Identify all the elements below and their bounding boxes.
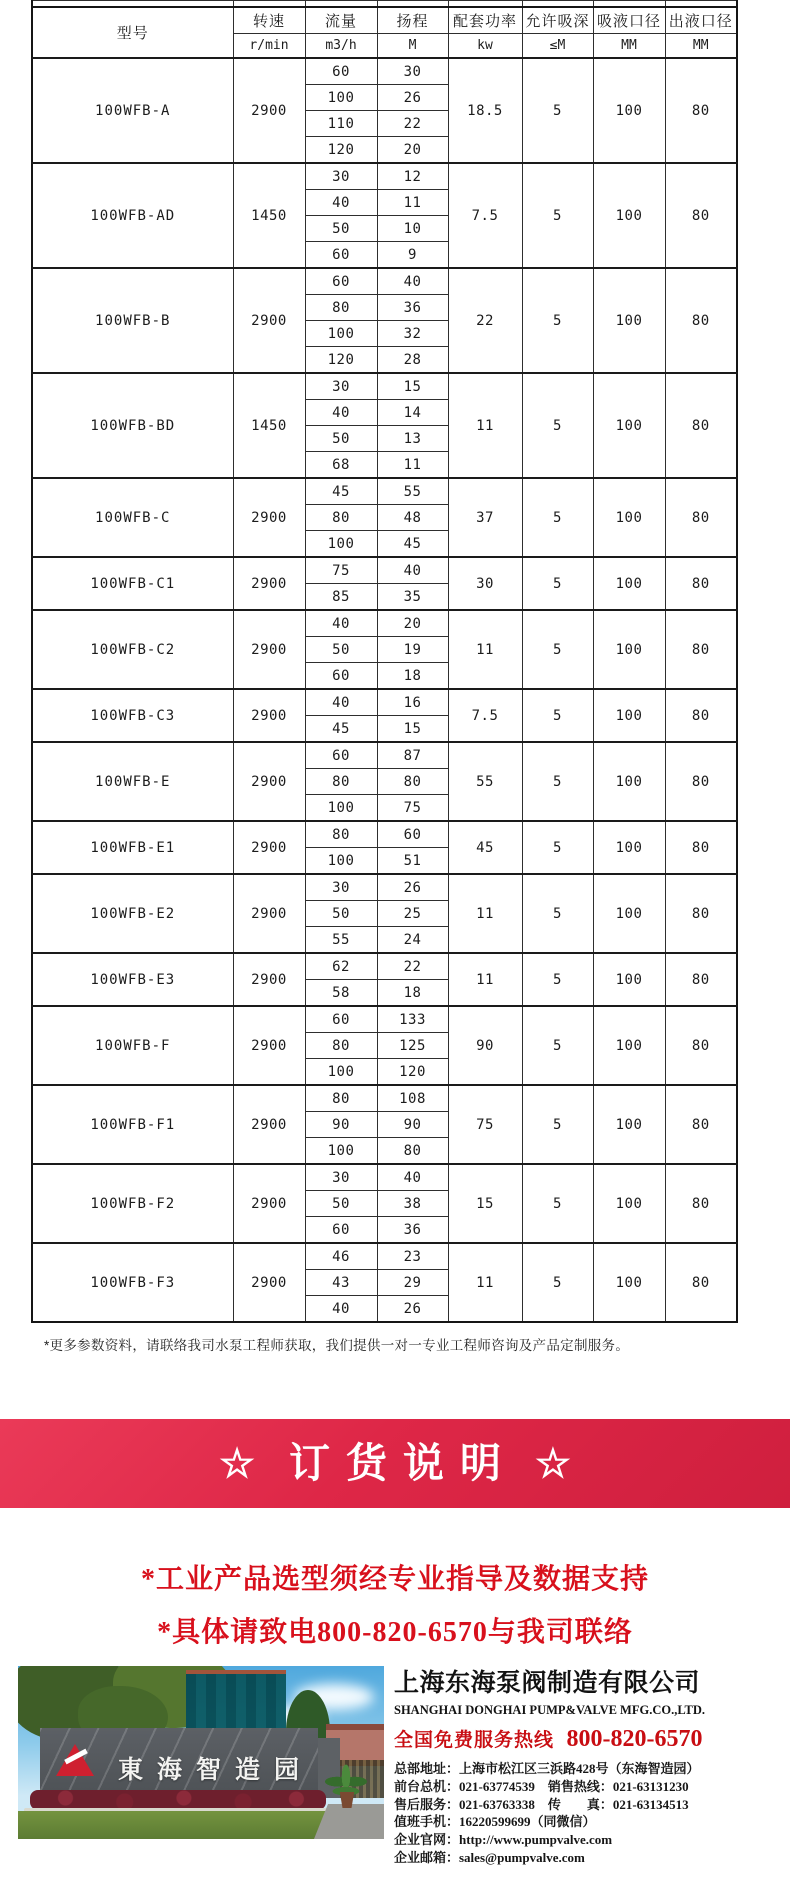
head-cell: 12 <box>377 163 448 190</box>
head-cell: 32 <box>377 321 448 347</box>
flow-cell: 60 <box>305 1006 377 1033</box>
head-cell: 75 <box>377 795 448 822</box>
flow-cell: 90 <box>305 1112 377 1138</box>
unit-suction-depth: ≤M <box>522 34 593 59</box>
speed-cell: 1450 <box>233 373 305 478</box>
head-cell: 9 <box>377 242 448 269</box>
suction-depth-cell: 5 <box>522 874 593 953</box>
footer-detail-line: 值班手机：16220599699（同微信） <box>394 1814 596 1830</box>
speed-cell: 2900 <box>233 821 305 874</box>
speed-cell: 2900 <box>233 557 305 610</box>
head-cell: 15 <box>377 716 448 743</box>
head-cell: 22 <box>377 953 448 980</box>
hotline-label: 全国免费服务热线 <box>394 1730 555 1751</box>
head-cell: 18 <box>377 980 448 1007</box>
inlet-diameter-cell: 100 <box>593 689 665 742</box>
outlet-diameter-cell: 80 <box>665 1006 737 1085</box>
head-cell: 24 <box>377 927 448 954</box>
footer-detail-line: 售后服务：021-63763338 传 真：021-63134513 <box>394 1796 689 1812</box>
power-cell: 45 <box>448 821 522 874</box>
inlet-diameter-cell: 100 <box>593 557 665 610</box>
suction-depth-cell: 5 <box>522 610 593 689</box>
flow-cell: 60 <box>305 242 377 269</box>
inlet-diameter-cell: 100 <box>593 1243 665 1322</box>
inlet-diameter-cell: 100 <box>593 1085 665 1164</box>
flow-cell: 40 <box>305 689 377 716</box>
model-cell: 100WFB-F1 <box>32 1085 233 1164</box>
speed-cell: 2900 <box>233 1006 305 1085</box>
flow-cell: 120 <box>305 137 377 164</box>
speed-cell: 2900 <box>233 953 305 1006</box>
footer-details <box>394 1760 776 1867</box>
flow-cell: 100 <box>305 1138 377 1165</box>
power-cell: 22 <box>448 268 522 373</box>
flow-cell: 100 <box>305 1059 377 1086</box>
table-row <box>32 268 737 295</box>
head-cell: 18 <box>377 663 448 690</box>
flow-cell: 80 <box>305 821 377 848</box>
head-cell: 108 <box>377 1085 448 1112</box>
inlet-diameter-cell: 100 <box>593 1006 665 1085</box>
factory-photo <box>18 1666 384 1839</box>
table-row <box>32 58 737 85</box>
hotline-number: 800-820-6570 <box>566 1726 703 1752</box>
company-logo-icon <box>56 1744 94 1776</box>
unit-flow: m3/h <box>305 34 377 59</box>
model-cell: 100WFB-B <box>32 268 233 373</box>
power-cell: 30 <box>448 557 522 610</box>
flow-cell: 68 <box>305 452 377 479</box>
flow-cell: 60 <box>305 663 377 690</box>
head-cell: 45 <box>377 531 448 558</box>
head-cell: 23 <box>377 1243 448 1270</box>
column-header-head: 扬程 <box>377 7 448 34</box>
flow-cell: 40 <box>305 1296 377 1323</box>
star-icon: ☆ <box>219 1441 255 1486</box>
flow-cell: 80 <box>305 505 377 531</box>
inlet-diameter-cell: 100 <box>593 874 665 953</box>
table-row <box>32 373 737 400</box>
model-cell: 100WFB-C3 <box>32 689 233 742</box>
flow-cell: 80 <box>305 1033 377 1059</box>
suction-depth-cell: 5 <box>522 557 593 610</box>
flow-cell: 45 <box>305 716 377 743</box>
service-hotline <box>394 1725 776 1753</box>
outlet-diameter-cell: 80 <box>665 58 737 163</box>
flow-cell: 55 <box>305 927 377 954</box>
model-cell: 100WFB-AD <box>32 163 233 268</box>
inlet-diameter-cell: 100 <box>593 821 665 874</box>
suction-depth-cell: 5 <box>522 373 593 478</box>
power-cell: 11 <box>448 610 522 689</box>
head-cell: 38 <box>377 1191 448 1217</box>
flow-cell: 60 <box>305 1217 377 1244</box>
column-header-speed: 转速 <box>233 7 305 34</box>
unit-speed: r/min <box>233 34 305 59</box>
flow-cell: 40 <box>305 190 377 216</box>
power-cell: 11 <box>448 874 522 953</box>
head-cell: 26 <box>377 85 448 111</box>
head-cell: 10 <box>377 216 448 242</box>
head-cell: 80 <box>377 769 448 795</box>
company-name-cn: 上海东海泵阀制造有限公司 <box>394 1669 701 1697</box>
table-row <box>32 163 737 190</box>
model-cell: 100WFB-E2 <box>32 874 233 953</box>
speed-cell: 2900 <box>233 874 305 953</box>
flow-cell: 45 <box>305 478 377 505</box>
table-row <box>32 557 737 584</box>
outlet-diameter-cell: 80 <box>665 742 737 821</box>
unit-outlet: MM <box>665 34 737 59</box>
footer-detail-line: 总部地址：上海市松江区三浜路428号（东海智造园） <box>394 1761 700 1776</box>
power-cell: 15 <box>448 1164 522 1243</box>
power-cell: 75 <box>448 1085 522 1164</box>
table-row <box>32 610 737 637</box>
speed-cell: 2900 <box>233 1164 305 1243</box>
flow-cell: 58 <box>305 980 377 1007</box>
speed-cell: 2900 <box>233 268 305 373</box>
table-row <box>32 1085 737 1112</box>
flow-cell: 60 <box>305 58 377 85</box>
table-row <box>32 742 737 769</box>
table-row <box>32 478 737 505</box>
table-row <box>32 874 737 901</box>
flow-cell: 43 <box>305 1270 377 1296</box>
suction-depth-cell: 5 <box>522 268 593 373</box>
unit-inlet: MM <box>593 34 665 59</box>
power-cell: 11 <box>448 1243 522 1322</box>
power-cell: 7.5 <box>448 163 522 268</box>
model-cell: 100WFB-A <box>32 58 233 163</box>
speed-cell: 2900 <box>233 610 305 689</box>
head-cell: 40 <box>377 268 448 295</box>
column-header-flow: 流量 <box>305 7 377 34</box>
head-cell: 87 <box>377 742 448 769</box>
inlet-diameter-cell: 100 <box>593 953 665 1006</box>
flow-cell: 80 <box>305 769 377 795</box>
flow-cell: 85 <box>305 584 377 611</box>
flower-hedge <box>30 1790 326 1810</box>
flow-cell: 60 <box>305 742 377 769</box>
head-cell: 28 <box>377 347 448 374</box>
power-cell: 11 <box>448 953 522 1006</box>
footer-detail-line: 企业邮箱：sales@pumpvalve.com <box>394 1849 585 1865</box>
suction-depth-cell: 5 <box>522 58 593 163</box>
table-row <box>32 1006 737 1033</box>
outlet-diameter-cell: 80 <box>665 557 737 610</box>
head-cell: 36 <box>377 295 448 321</box>
power-cell: 18.5 <box>448 58 522 163</box>
power-cell: 7.5 <box>448 689 522 742</box>
inlet-diameter-cell: 100 <box>593 742 665 821</box>
spec-table-header <box>32 1 737 59</box>
column-header-suction-depth: 允许吸深 <box>522 7 593 34</box>
model-cell: 100WFB-BD <box>32 373 233 478</box>
inlet-diameter-cell: 100 <box>593 58 665 163</box>
flow-cell: 75 <box>305 557 377 584</box>
head-cell: 133 <box>377 1006 448 1033</box>
head-cell: 30 <box>377 58 448 85</box>
banner-title: 订货说明 <box>289 1440 517 1486</box>
flow-cell: 30 <box>305 163 377 190</box>
table-note: *更多参数资料，请联络我司水泵工程师获取，我们提供一对一专业工程师咨询及产品定制服务。 <box>44 1338 630 1353</box>
footer-detail-line: 前台总机：021-63774539 销售热线：021-63131230 <box>394 1778 689 1794</box>
flow-cell: 30 <box>305 1164 377 1191</box>
head-cell: 11 <box>377 190 448 216</box>
footer-detail-line: 企业官网：http://www.pumpvalve.com <box>394 1832 613 1848</box>
head-cell: 20 <box>377 137 448 164</box>
flow-cell: 30 <box>305 373 377 400</box>
flow-cell: 40 <box>305 400 377 426</box>
power-cell: 90 <box>448 1006 522 1085</box>
flow-cell: 60 <box>305 268 377 295</box>
unit-head: M <box>377 34 448 59</box>
speed-cell: 2900 <box>233 1243 305 1322</box>
outlet-diameter-cell: 80 <box>665 610 737 689</box>
head-cell: 55 <box>377 478 448 505</box>
speed-cell: 2900 <box>233 742 305 821</box>
suction-depth-cell: 5 <box>522 1006 593 1085</box>
spec-table-body <box>32 58 737 1322</box>
column-header-power: 配套功率 <box>448 7 522 34</box>
head-cell: 20 <box>377 610 448 637</box>
column-header-outlet: 出液口径 <box>665 7 737 34</box>
potted-plant <box>324 1764 368 1796</box>
outlet-diameter-cell: 80 <box>665 163 737 268</box>
outlet-diameter-cell: 80 <box>665 1243 737 1322</box>
flow-cell: 80 <box>305 295 377 321</box>
model-cell: 100WFB-E1 <box>32 821 233 874</box>
speed-cell: 2900 <box>233 478 305 557</box>
suction-depth-cell: 5 <box>522 1243 593 1322</box>
head-cell: 80 <box>377 1138 448 1165</box>
table-row <box>32 821 737 848</box>
model-cell: 100WFB-C1 <box>32 557 233 610</box>
table-row <box>32 953 737 980</box>
flow-cell: 30 <box>305 874 377 901</box>
unit-power: kw <box>448 34 522 59</box>
inlet-diameter-cell: 100 <box>593 163 665 268</box>
flow-cell: 50 <box>305 901 377 927</box>
flow-cell: 100 <box>305 531 377 558</box>
notice-line: *具体请致电800-820-6570与我司联络 <box>157 1617 633 1648</box>
outlet-diameter-cell: 80 <box>665 874 737 953</box>
head-cell: 26 <box>377 1296 448 1323</box>
flow-cell: 40 <box>305 610 377 637</box>
outlet-diameter-cell: 80 <box>665 821 737 874</box>
outlet-diameter-cell: 80 <box>665 1164 737 1243</box>
column-header-model: 型号 <box>32 7 233 58</box>
head-cell: 40 <box>377 557 448 584</box>
power-cell: 11 <box>448 373 522 478</box>
flow-cell: 120 <box>305 347 377 374</box>
suction-depth-cell: 5 <box>522 689 593 742</box>
model-cell: 100WFB-E3 <box>32 953 233 1006</box>
speed-cell: 2900 <box>233 58 305 163</box>
company-info <box>394 1663 776 1867</box>
outlet-diameter-cell: 80 <box>665 953 737 1006</box>
model-cell: 100WFB-F2 <box>32 1164 233 1243</box>
flow-cell: 50 <box>305 637 377 663</box>
flow-cell: 100 <box>305 321 377 347</box>
suction-depth-cell: 5 <box>522 1085 593 1164</box>
flow-cell: 100 <box>305 795 377 822</box>
speed-cell: 1450 <box>233 163 305 268</box>
head-cell: 15 <box>377 373 448 400</box>
head-cell: 51 <box>377 848 448 875</box>
outlet-diameter-cell: 80 <box>665 689 737 742</box>
spec-table <box>31 0 738 1323</box>
suction-depth-cell: 5 <box>522 1164 593 1243</box>
order-notices <box>0 1553 790 1659</box>
star-icon: ☆ <box>535 1441 571 1486</box>
head-cell: 26 <box>377 874 448 901</box>
flow-cell: 62 <box>305 953 377 980</box>
head-cell: 16 <box>377 689 448 716</box>
model-cell: 100WFB-C2 <box>32 610 233 689</box>
outlet-diameter-cell: 80 <box>665 373 737 478</box>
head-cell: 120 <box>377 1059 448 1086</box>
flow-cell: 50 <box>305 216 377 242</box>
outlet-diameter-cell: 80 <box>665 478 737 557</box>
head-cell: 40 <box>377 1164 448 1191</box>
outlet-diameter-cell: 80 <box>665 268 737 373</box>
sign-text: 東海智造园 <box>118 1756 314 1784</box>
head-cell: 35 <box>377 584 448 611</box>
head-cell: 19 <box>377 637 448 663</box>
table-row <box>32 1164 737 1191</box>
order-info-banner <box>0 1419 790 1508</box>
flow-cell: 50 <box>305 426 377 452</box>
table-row <box>32 1243 737 1270</box>
suction-depth-cell: 5 <box>522 821 593 874</box>
suction-depth-cell: 5 <box>522 478 593 557</box>
head-cell: 36 <box>377 1217 448 1244</box>
model-cell: 100WFB-F <box>32 1006 233 1085</box>
model-cell: 100WFB-C <box>32 478 233 557</box>
head-cell: 14 <box>377 400 448 426</box>
flow-cell: 80 <box>305 1085 377 1112</box>
outlet-diameter-cell: 80 <box>665 1085 737 1164</box>
power-cell: 55 <box>448 742 522 821</box>
head-cell: 125 <box>377 1033 448 1059</box>
power-cell: 37 <box>448 478 522 557</box>
flow-cell: 100 <box>305 848 377 875</box>
flow-cell: 110 <box>305 111 377 137</box>
inlet-diameter-cell: 100 <box>593 478 665 557</box>
speed-cell: 2900 <box>233 689 305 742</box>
head-cell: 60 <box>377 821 448 848</box>
head-cell: 29 <box>377 1270 448 1296</box>
suction-depth-cell: 5 <box>522 163 593 268</box>
head-cell: 48 <box>377 505 448 531</box>
suction-depth-cell: 5 <box>522 953 593 1006</box>
head-cell: 25 <box>377 901 448 927</box>
flow-cell: 46 <box>305 1243 377 1270</box>
speed-cell: 2900 <box>233 1085 305 1164</box>
notice-line: *工业产品选型须经专业指导及数据支持 <box>140 1564 649 1595</box>
inlet-diameter-cell: 100 <box>593 1164 665 1243</box>
suction-depth-cell: 5 <box>522 742 593 821</box>
model-cell: 100WFB-E <box>32 742 233 821</box>
inlet-diameter-cell: 100 <box>593 610 665 689</box>
head-cell: 11 <box>377 452 448 479</box>
company-name-en: SHANGHAI DONGHAI PUMP&VALVE MFG.CO.,LTD. <box>394 1703 706 1717</box>
head-cell: 90 <box>377 1112 448 1138</box>
model-cell: 100WFB-F3 <box>32 1243 233 1322</box>
inlet-diameter-cell: 100 <box>593 373 665 478</box>
head-cell: 13 <box>377 426 448 452</box>
flow-cell: 50 <box>305 1191 377 1217</box>
table-row <box>32 689 737 716</box>
head-cell: 22 <box>377 111 448 137</box>
flow-cell: 100 <box>305 85 377 111</box>
column-header-inlet: 吸液口径 <box>593 7 665 34</box>
inlet-diameter-cell: 100 <box>593 268 665 373</box>
